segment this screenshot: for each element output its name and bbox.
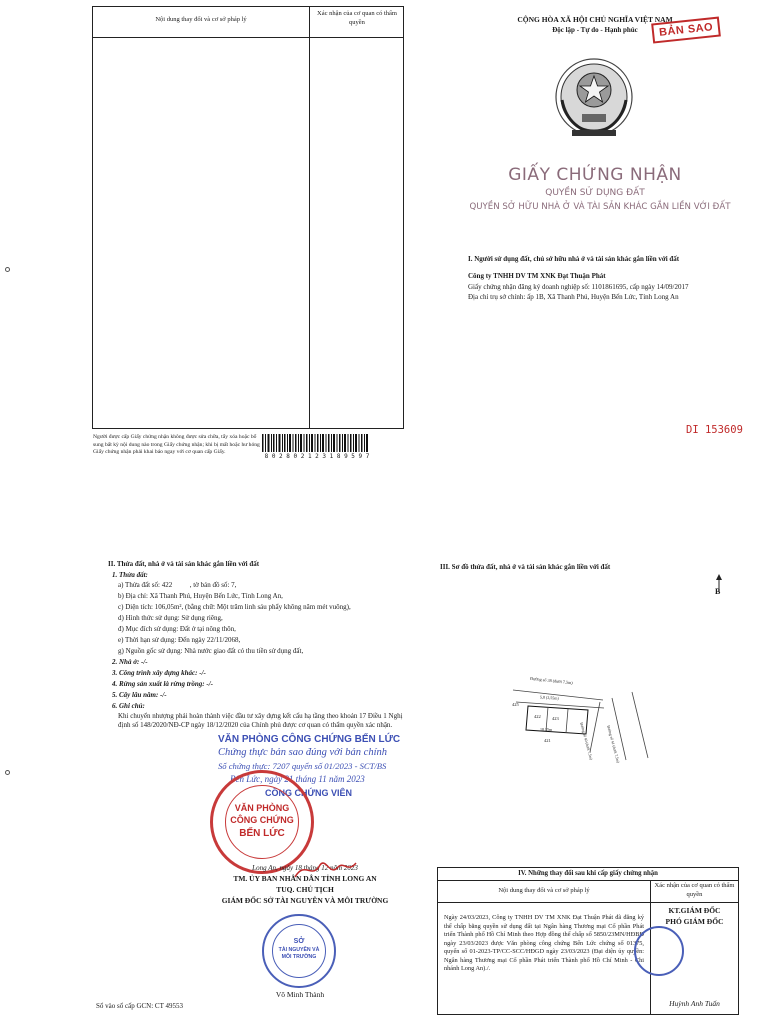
business-registration: Giấy chứng nhận đăng ký doanh nghiệp số: 1101861695, cấp ngày 14/09/2017 xyxy=(468,283,689,291)
copy-stamp: BẢN SAO xyxy=(651,16,721,43)
section4-content: Ngày 24/03/2023, Công ty TNHH DV TM XNK Đạt Thuận Phát đã đăng ký thế chấp bằng quyền sử dụng đất tại Ngân hàng Thương mại Cổ phần Phát triển Thành phố Hồ Chí Minh theo Hợp đồng thế chấp số 5850/23MN/HĐBĐ ngày 23/03/2023 được Văn phòng công chứng Bến Lức chứng số 01375, quyển số 01-2023-TP/CC-SCC/HĐGD ngày 23/03/2023 (Đại diện ủy quyền: Ngân hàng Thương mại Cổ phần Phát triển Thành phố Hồ Chí Minh - Chi nhánh Long An)./. xyxy=(444,914,644,972)
perennial-item: 5. Cây lâu năm: -/- xyxy=(112,691,167,699)
signature-mark xyxy=(290,855,360,885)
plot-area: c) Diện tích: 106,05m², (bằng chữ: Một trăm linh sáu phẩy không năm mét vuông), xyxy=(118,603,351,611)
barcode-number: 8 0 2 8 0 2 1 2 3 1 8 9 5 9 7 xyxy=(264,453,370,460)
notary-seal-line1: VĂN PHÒNG xyxy=(234,803,290,813)
department-seal-mid: TÀI NGUYÊN VÀ MÔI TRƯỜNG xyxy=(278,947,320,960)
serial-number: DI 153609 xyxy=(686,424,743,436)
north-arrow xyxy=(712,574,726,604)
section4-signer: Huỳnh Anh Tuấn xyxy=(669,999,720,1008)
usage-origin: g) Nguồn gốc sử dụng: Nhà nước giao đất có thu tiền sử dụng đất, xyxy=(118,647,304,655)
diagram-label-421: 421 xyxy=(544,738,551,743)
house-item: 2. Nhà ở: -/- xyxy=(112,658,148,666)
diagram-label-422: 422 xyxy=(534,714,541,719)
certificate-subtitle-2: QUYỀN SỞ HỮU NHÀ Ở VÀ TÀI SẢN KHÁC GẮN LIỀN VỚI ĐẤT xyxy=(469,202,731,212)
section4-kt: KT.GIÁM ĐỐC xyxy=(668,906,721,915)
signer-name: Võ Minh Thành xyxy=(275,990,325,999)
diagram-label-length: 18,35m xyxy=(540,727,553,732)
certificate-subtitle-1: QUYỀN SỬ DỤNG ĐẤT xyxy=(545,188,645,198)
other-construction-item: 3. Công trình xây dựng khác: -/- xyxy=(112,669,206,677)
diagram-label-road-41: Đường số 41 (dưới 7,5m) xyxy=(606,725,621,764)
nation-title: CỘNG HÒA XÃ HỘI CHỦ NGHĨA VIỆT NAM xyxy=(517,15,673,24)
section3-heading: III. Sơ đồ thửa đất, nhà ở và tài sản khác gắn liền với đất xyxy=(440,563,611,571)
section4-seal xyxy=(634,926,684,976)
usage-form: d) Hình thức sử dụng: Sử dụng riêng, xyxy=(118,614,223,622)
plot-address: b) Địa chỉ: Xã Thanh Phú, Huyện Bến Lức, Tỉnh Long An, xyxy=(118,592,283,600)
signing-date: Long An, ngày 18 tháng 12 năm 2023 xyxy=(252,864,358,872)
signing-tuq: TUQ. CHỦ TỊCH xyxy=(276,885,334,894)
table-header-content: Nội dung thay đổi và cơ sở pháp lý xyxy=(155,16,247,23)
signing-director: GIÁM ĐỐC SỞ TÀI NGUYÊN VÀ MÔI TRƯỜNG xyxy=(221,896,389,905)
section4-heading: IV. Những thay đổi sau khi cấp giấy chứng nhận xyxy=(518,870,658,877)
usage-term: e) Thời hạn sử dụng: Đến ngày 22/11/2068, xyxy=(118,636,241,644)
notary-seal-line2: CÔNG CHỨNG xyxy=(230,815,294,825)
company-address: Địa chỉ trụ sở chính: ấp 1B, Xã Thanh Phú, Huyện Bến Lức, Tỉnh Long An xyxy=(468,293,679,301)
changes-table-bottom xyxy=(437,867,739,1015)
note-heading: 6. Ghi chú: xyxy=(112,702,145,710)
signing-org: TM. ỦY BAN NHÂN DÂN TỈNH LONG AN xyxy=(233,874,377,883)
note-text: Khi chuyển nhượng phải hoàn thành việc đầu tư xây dựng kết cấu hạ tầng theo khoản 17 Điều 1 Nghị định số 148/2020/NĐ-CP ngày 18/12/2020 của Chính phủ được cơ quan có thẩm quyền xác nhận. xyxy=(118,712,403,730)
notary-date: Bến Lức, ngày 21 tháng 11 năm 2023 xyxy=(230,774,365,784)
diagram-label-425: 425 xyxy=(512,702,519,707)
company-name: Công ty TNHH DV TM XNK Đạt Thuận Phát xyxy=(468,272,606,280)
national-motto: Độc lập - Tự do - Hạnh phúc xyxy=(552,26,638,34)
usage-purpose: đ) Mục đích sử dụng: Đất ở tại nông thôn, xyxy=(118,625,236,633)
section4-header-content: Nội dung thay đổi và cơ sở pháp lý xyxy=(498,887,590,894)
registration-number: Sổ vào sổ cấp GCN: CT 49553 xyxy=(96,1002,183,1010)
certificate-title: GIẤY CHỨNG NHẬN xyxy=(508,165,682,185)
section4-header-confirmation: Xác nhận của cơ quan có thẩm quyền xyxy=(654,882,735,898)
notary-title: CÔNG CHỨNG VIÊN xyxy=(265,788,352,798)
notary-number: Số chứng thực: 7207 quyển số 01/2023 - SCT/BS xyxy=(218,761,387,771)
notice-text: Người được cấp Giấy chứng nhận không được sửa chữa, tẩy xóa hoặc bổ sung bất kỳ nội dung nào trong Giấy chứng nhận; khi bị mất hoặc hư hỏng Giấy chứng nhận phải khai báo ngay với cơ quan cấp Giấy. xyxy=(93,434,260,456)
diagram-label-road-38: Đường số 38 (dưới 7,5m) xyxy=(529,675,573,686)
department-seal-top: SỞ xyxy=(293,938,305,945)
changes-table-top xyxy=(92,6,404,429)
forest-item: 4. Rừng sản xuất là rừng trồng: -/- xyxy=(112,680,213,688)
notary-office: VĂN PHÒNG CÔNG CHỨNG BẾN LỨC xyxy=(218,734,401,745)
diagram-label-423: 423 xyxy=(552,716,559,721)
plot-number: a) Thửa đất số: 422 , tờ bản đồ số: 7, xyxy=(118,581,237,589)
section1-heading: I. Người sử dụng đất, chủ sở hữu nhà ở và tài sản khác gắn liền với đất xyxy=(468,255,680,263)
punch-dot xyxy=(5,770,10,775)
north-label: B xyxy=(715,587,721,596)
table-header-confirmation: Xác nhận của cơ quan có thẩm quyền xyxy=(317,10,397,26)
punch-dot xyxy=(5,267,10,272)
diagram-label-road-40: Đường số 40 (dưới 7,5m) xyxy=(579,722,594,761)
diagram-label-edge: 5,8 (3,55m) xyxy=(539,694,559,701)
section2-heading: II. Thửa đất, nhà ở và tài sản khác gắn liền với đất xyxy=(108,560,260,568)
national-emblem xyxy=(552,52,636,142)
barcode xyxy=(262,434,372,452)
notary-seal-line3: BẾN LỨC xyxy=(239,828,285,839)
department-seal xyxy=(262,914,336,988)
land-plot-heading: 1. Thửa đất: xyxy=(112,571,148,579)
notary-certify: Chứng thực bản sao đúng với bản chính xyxy=(218,747,388,758)
section4-deputy: PHÓ GIÁM ĐỐC xyxy=(665,917,724,926)
